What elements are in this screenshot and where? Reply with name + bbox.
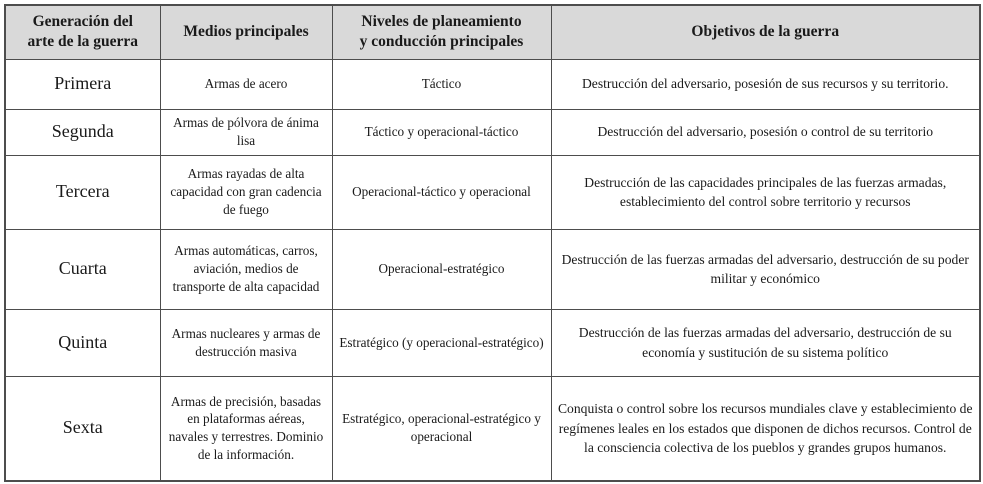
column-header-niveles-line2: y conducción principales — [359, 33, 524, 51]
cell-medios: Armas automáticas, carros, aviación, medios de transporte de alta capacidad — [160, 229, 332, 309]
cell-medios: Armas de pólvora de ánima lisa — [160, 109, 332, 155]
cell-objetivos: Destrucción de las fuerzas armadas del adversario, destrucción de su economía y sustitución de su sistema político — [551, 309, 980, 376]
column-header-generacion-line2: arte de la guerra — [27, 33, 139, 51]
cell-medios: Armas nucleares y armas de destrucción masiva — [160, 309, 332, 376]
cell-generacion: Cuarta — [5, 229, 160, 309]
cell-medios: Armas rayadas de alta capacidad con gran cadencia de fuego — [160, 155, 332, 229]
cell-generacion: Segunda — [5, 109, 160, 155]
cell-medios: Armas de precisión, basadas en plataformas aéreas, navales y terrestres. Dominio de la información. — [160, 376, 332, 481]
column-header-generacion — [5, 5, 160, 59]
cell-objetivos: Destrucción del adversario, posesión o control de su territorio — [551, 109, 980, 155]
cell-generacion: Sexta — [5, 376, 160, 481]
column-header-niveles — [332, 5, 551, 59]
table-row — [5, 59, 980, 109]
cell-objetivos: Conquista o control sobre los recursos mundiales clave y establecimiento de regímenes leales en los estados que disponen de dichos recursos. Control de la consciencia colectiva de los pueblos y grandes grupos humanos. — [551, 376, 980, 481]
cell-medios: Armas de acero — [160, 59, 332, 109]
cell-niveles: Operacional-estratégico — [332, 229, 551, 309]
generations-of-warfare-table — [4, 4, 981, 482]
table-row — [5, 309, 980, 376]
table-row — [5, 376, 980, 481]
table-row — [5, 155, 980, 229]
cell-niveles: Estratégico (y operacional-estratégico) — [332, 309, 551, 376]
cell-generacion: Quinta — [5, 309, 160, 376]
cell-objetivos: Destrucción de las capacidades principales de las fuerzas armadas, establecimiento del control sobre territorio y recursos — [551, 155, 980, 229]
table-header — [5, 5, 980, 59]
cell-objetivos: Destrucción del adversario, posesión de sus recursos y su territorio. — [551, 59, 980, 109]
column-header-generacion-line1: Generación del — [32, 13, 133, 31]
table-row — [5, 109, 980, 155]
cell-niveles: Operacional-táctico y operacional — [332, 155, 551, 229]
column-header-niveles-line1: Niveles de planeamiento — [361, 13, 522, 31]
column-header-medios: Medios principales — [160, 5, 332, 59]
cell-generacion: Tercera — [5, 155, 160, 229]
cell-niveles: Táctico y operacional-táctico — [332, 109, 551, 155]
table-row — [5, 229, 980, 309]
header-row — [5, 5, 980, 59]
cell-objetivos: Destrucción de las fuerzas armadas del adversario, destrucción de su poder militar y económico — [551, 229, 980, 309]
cell-niveles: Táctico — [332, 59, 551, 109]
table-body — [5, 59, 980, 481]
column-header-objetivos: Objetivos de la guerra — [551, 5, 980, 59]
cell-niveles: Estratégico, operacional-estratégico y operacional — [332, 376, 551, 481]
cell-generacion: Primera — [5, 59, 160, 109]
